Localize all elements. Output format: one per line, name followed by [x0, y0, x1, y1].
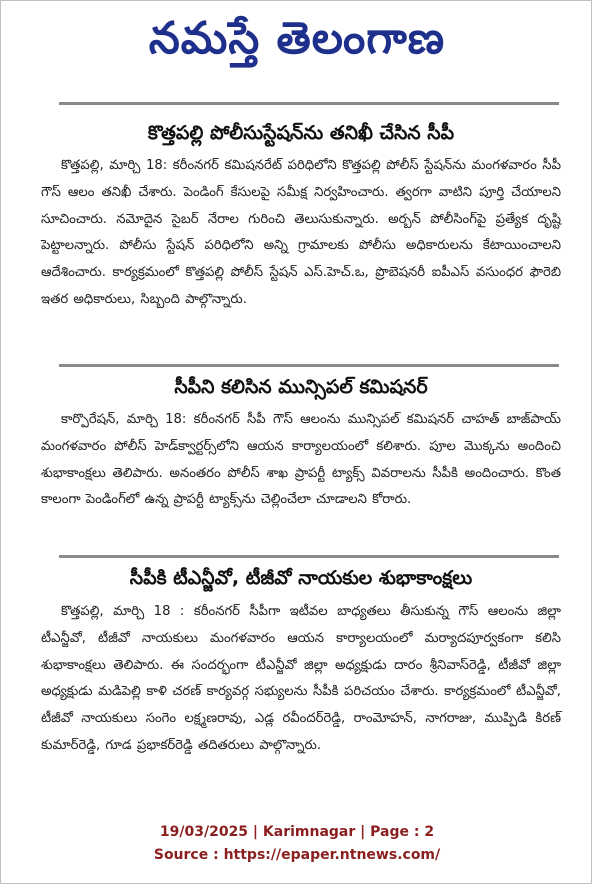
article-2-headline: సీపీని కలిసిన మున్సిపల్ కమిషనర్ [174, 376, 428, 398]
article-3-headline: సీపీకి టీఎన్జీవో, టీజీవో నాయకుల శుభాకాంక్షలు [129, 567, 473, 589]
newspaper-masthead: నమస్తే తెలంగాణ [148, 13, 446, 64]
masthead-divider [59, 102, 559, 105]
article-1-headline: కొత్తపల్లి పోలీసుస్టేషన్‌ను తనిఖీ చేసిన సీపీ [147, 122, 455, 144]
article-divider [59, 555, 559, 558]
article-divider [59, 364, 559, 367]
article-1-body: కొత్తపల్లి, మార్చి 18: కరీంనగర్ కమిషనరేట్ పరిధిలోని కొత్తపల్లి పోలీస్ స్టేషన్‌ను మంగళవారం సీపీ గౌస్ ఆలం తనిఖీ చేశారు. పెండింగ్ కేసులపై సమీక్ష నిర్వహించారు. త్వరగా వాటిని పూర్తి చేయాలని సూచించారు. నమోదైన సైబర్ నేరాల గురించి తెలుసుకున్నారు. అర్బన్ పోలీసింగ్‌పై ప్రత్యేక దృష్టి పెట్టాలన్నారు. పోలీసు స్టేషన్ పరిధిలోని అన్ని గ్రామాలకు పోలీసు అధికారులను కేటాయించాలని ఆదేశించారు. కార్యక్రమంలో కొత్తపల్లి పోలీస్ స్టేషన్ ఎస్.హెచ్.ఒ, ప్రొబెషనరీ ఐపీఎస్ వసుంధర ఫౌరెబి ఇతర అధికారులు, సిబ్బంది పాల్గొన్నారు. [41, 158, 561, 307]
article-3-body: కొత్తపల్లి, మార్చి 18 : కరీంనగర్ సీపీగా ఇటీవల బాధ్యతలు తీసుకున్న గౌస్ ఆలంను జిల్లా టీఎన్జీవో, టీజీవో నాయకులు మంగళవారం ఆయన కార్యాలయంలో మర్యాదపూర్వకంగా కలిసి శుభాకాంక్షలు తెలిపారు. ఈ సందర్భంగా టీఎన్జీవో జిల్లా అధ్యక్షుడు దారం శ్రీనివాస్‌రెడ్డి, టీజీవో జిల్లా అధ్యక్షుడు మడిపెల్లి కాళి చరణ్ కార్యవర్గ సభ్యులను సీపీకి పరిచయం చేశారు. కార్యక్రమంలో టీఎన్జీవో, టీజీవో నాయకులు సంగెం లక్ష్మణరావు, ఎడ్ల రవీందర్‌రెడ్డి, రాంమోహన్, నాగరాజు, ముప్పిడి కిరణ్ కుమార్‌రెడ్డి, గూడ ప్రభాకర్‌రెడ్డి తదితరులు పాల్గొన్నారు. [41, 604, 561, 753]
source-link[interactable]: Source : https://epaper.ntnews.com/ [153, 847, 441, 863]
edition-info: 19/03/2025 | Karimnagar | Page : 2 [159, 824, 435, 840]
article-2-body: కార్పొరేషన్, మార్చి 18: కరీంనగర్ సీపీ గౌస్ ఆలంను మున్సిపల్ కమిషనర్ చాహత్ బాజ్‌పాయ్ మంగళవారం పోలీస్ హెడ్‌క్వార్టర్స్‌లోని ఆయన కార్యాలయంలో కలిశారు. పూల మొక్కను అందించి శుభాకాంక్షలు తెలిపారు. అనంతరం పోలీస్ శాఖ ప్రాపర్టీ ట్యాక్స్ వివరాలను సీపీకి అందించారు. కొంత కాలంగా పెండింగ్‌లో ఉన్న ప్రాపర్టీ ట్యాక్స్‌ను చెల్లించేలా చూడాలని కోరారు. [41, 412, 561, 508]
